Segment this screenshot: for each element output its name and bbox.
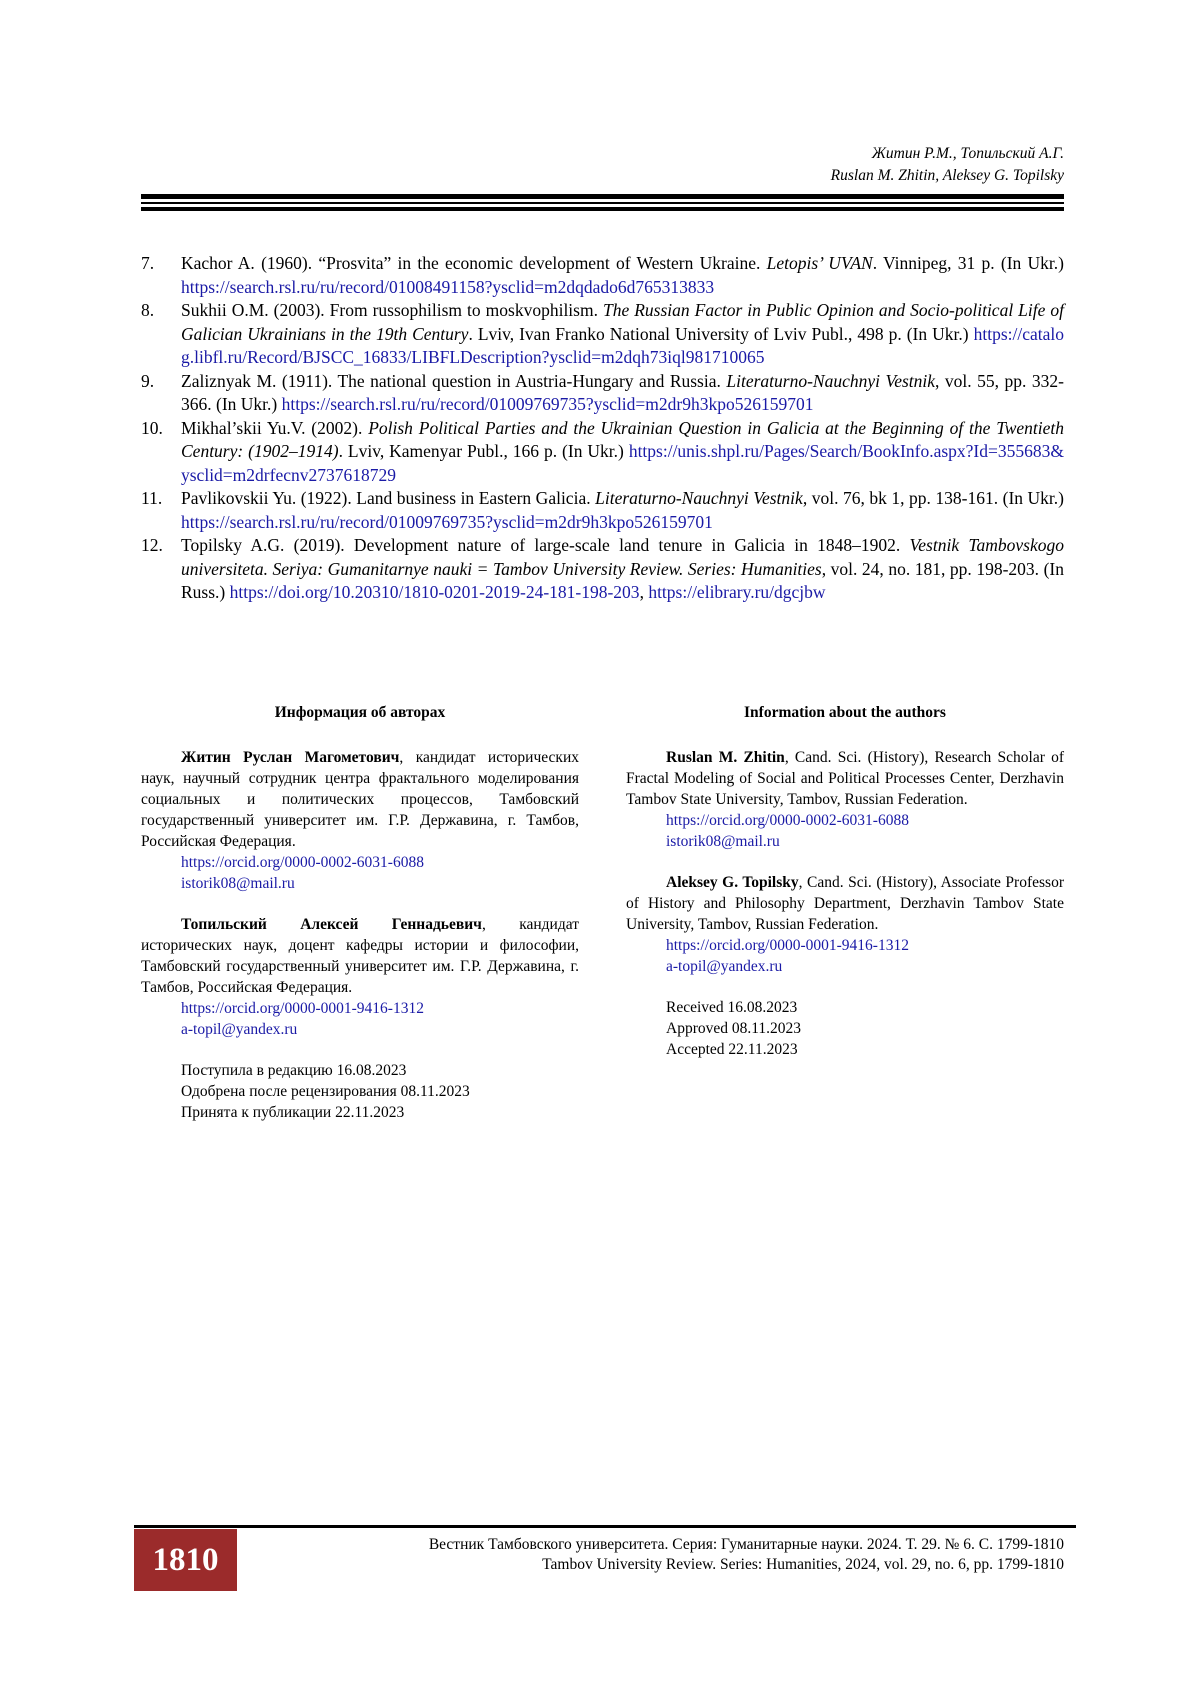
author-desc-text: , кандидат исторических наук, доцент кафедры истории и философии, Тамбовский государственный университет им. Г.Р. Державина, г. Тамбов, Российская Федерация. <box>141 916 579 996</box>
author-desc-text: , кандидат исторических наук, научный сотрудник центра фрактального моделирования социальных и политических процессов, Тамбовский государственный университет им. Г.Р. Державина, г. Тамбов, Российская Федерация. <box>141 749 579 850</box>
author-name: Ruslan M. Zhitin <box>666 749 785 766</box>
reference-text: Mikhal’skii Yu.V. (2002). <box>181 417 369 438</box>
reference-text: , vol. 55, pp. 332-366. (In Ukr.) <box>181 370 1064 414</box>
reference-link[interactable]: https://doi.org/10.20310/1810-0201-2019-24-181-198-203 <box>229 582 640 602</box>
reference-item <box>141 252 1064 299</box>
article-dates-ru <box>141 1060 579 1123</box>
header-rule-bottom <box>141 207 1064 211</box>
reference-number: 9. <box>141 370 155 391</box>
reference-title: Literaturno-Nauchnyi Vestnik <box>726 370 936 391</box>
orcid-link[interactable]: https://orcid.org/0000-0002-6031-6088 <box>181 854 424 871</box>
author-name: Топильский Алексей Геннадьевич <box>181 916 482 933</box>
author-info-heading-en: Information about the authors <box>744 704 946 721</box>
author-info-ru <box>141 702 579 1123</box>
orcid-link[interactable]: https://orcid.org/0000-0001-9416-1312 <box>666 937 909 954</box>
author-block <box>141 747 579 894</box>
author-block <box>626 872 1064 977</box>
reference-list <box>141 252 1064 605</box>
reference-number: 12. <box>141 535 163 555</box>
reference-item <box>141 299 1064 370</box>
author-name: Житин Руслан Магометович <box>181 749 400 766</box>
reference-text: Kachor A. (1960). “Prosvita” in the economic development of Western Ukraine. <box>181 253 767 273</box>
reference-number: 7. <box>141 253 155 273</box>
author-description <box>626 747 1064 810</box>
reference-link[interactable]: https://unis.shpl.ru/Pages/Search/BookInfo.aspx?Id=355683&ysclid=m2drfecnv2737618729 <box>181 441 1064 485</box>
reference-title: Polish Political Parties and the Ukrainian Question in Galicia at the Beginning of the Twentieth Century: (1902–1914) <box>181 417 1064 461</box>
date-received: Поступила в редакцию 16.08.2023 <box>181 1062 407 1079</box>
reference-item <box>141 534 1064 605</box>
reference-title: Letopis’ UVAN <box>766 253 873 273</box>
reference-link[interactable]: https://search.rsl.ru/ru/record/01009769735?ysclid=m2dr9h3kpo526159701 <box>181 511 713 532</box>
email-link[interactable]: a-topil@yandex.ru <box>666 958 783 975</box>
reference-link[interactable]: https://search.rsl.ru/ru/record/01009769735?ysclid=m2dr9h3kpo526159701 <box>281 394 814 414</box>
footer-citation-ru: Вестник Тамбовского университета. Серия: Гуманитарные науки. 2024. Т. 29. № 6. С. 1799-1810 <box>428 1536 1064 1553</box>
orcid-link[interactable]: https://orcid.org/0000-0002-6031-6088 <box>666 812 909 829</box>
reference-title: The Russian Factor in Public Opinion and Socio-political Life of Galician Ukrainians in the 19th Century <box>181 300 1065 344</box>
author-desc-text: , Cand. Sci. (History), Associate Professor of History and Philosophy Department, Derzhavin Tambov State University, Tambov, Russian Federation. <box>626 874 1064 933</box>
reference-text: . Lviv, Kamenyar Publ., 166 p. (In Ukr.) <box>338 441 629 461</box>
author-block <box>141 914 579 1040</box>
header-rule-thick <box>141 194 1064 199</box>
date-received: Received 16.08.2023 <box>666 999 798 1016</box>
reference-text: , vol. 76, bk 1, pp. 138-161. (In Ukr.) <box>802 488 1064 508</box>
footer-citation-en: Tambov University Review. Series: Humanities, 2024, vol. 29, no. 6, pp. 1799-1810 <box>542 1556 1064 1573</box>
reference-number: 10. <box>141 417 163 438</box>
reference-title: Literaturno-Nauchnyi Vestnik <box>595 488 803 508</box>
author-info-heading-ru: Информация об авторах <box>274 704 446 721</box>
author-desc-text: , Cand. Sci. (History), Research Scholar of Fractal Modeling of Social and Political Processes Center, Derzhavin Tambov State University, Tambov, Russian Federation. <box>626 749 1064 808</box>
reference-text: , <box>639 582 649 602</box>
reference-text: Topilsky A.G. (2019). Development nature of large-scale land tenure in Galicia in 1848–1902. <box>181 535 910 555</box>
reference-text: Sukhii O.M. (2003). From russophilism to moskvophilism. <box>181 300 603 320</box>
reference-text: . Vinnipeg, 31 p. (In Ukr.) <box>872 253 1064 273</box>
reference-link-2[interactable]: https://elibrary.ru/dgcjbw <box>648 582 826 602</box>
author-name: Aleksey G. Topilsky <box>666 874 799 891</box>
reference-text: Pavlikovskii Yu. (1922). Land business in Eastern Galicia. <box>181 488 596 508</box>
reference-number: 11. <box>141 488 163 508</box>
reference-item <box>141 487 1064 534</box>
date-approved: Approved 08.11.2023 <box>666 1020 802 1037</box>
author-description <box>141 747 579 852</box>
orcid-link[interactable]: https://orcid.org/0000-0001-9416-1312 <box>181 1000 424 1017</box>
author-description <box>626 872 1064 935</box>
author-description <box>141 914 579 998</box>
email-link[interactable]: istorik08@mail.ru <box>181 875 295 892</box>
reference-item <box>141 370 1064 417</box>
running-header <box>831 143 1064 187</box>
header-rule-thin <box>141 202 1064 204</box>
header-authors-en: Ruslan M. Zhitin, Aleksey G. Topilsky <box>830 167 1064 184</box>
journal-footer <box>429 1535 1064 1575</box>
reference-text: , vol. 24, no. 181, pp. 198-203. (In Russ.) <box>181 558 1064 602</box>
reference-text: . Lviv, Ivan Franko National University of Lviv Publ., 498 p. (In Ukr.) <box>468 323 974 344</box>
email-link[interactable]: istorik08@mail.ru <box>666 833 780 850</box>
reference-item <box>141 417 1064 488</box>
footer-rule <box>134 1525 1076 1528</box>
reference-number: 8. <box>141 300 155 320</box>
reference-text: Zaliznyak M. (1911). The national question in Austria-Hungary and Russia. <box>181 370 727 391</box>
header-authors-ru: Житин Р.М., Топильский А.Г. <box>871 145 1064 162</box>
email-link[interactable]: a-topil@yandex.ru <box>181 1021 298 1038</box>
reference-title: Vestnik Tambovskogo universiteta. Seriya: Gumanitarnye nauki = Tambov University Review. Series: Humanities <box>181 535 1064 579</box>
reference-link[interactable]: https://search.rsl.ru/ru/record/01008491158?ysclid=m2dqdado6d765313833 <box>181 276 715 297</box>
article-dates-en <box>626 997 1064 1060</box>
date-accepted: Принята к публикации 22.11.2023 <box>181 1104 405 1121</box>
author-block <box>626 747 1064 852</box>
date-accepted: Accepted 22.11.2023 <box>666 1041 798 1058</box>
page-number-badge: 1810 <box>134 1529 237 1591</box>
reference-link[interactable]: https://catalog.libfl.ru/Record/BJSCC_16833/LIBFLDescription?ysclid=m2dqh73iql981710065 <box>181 323 1064 367</box>
date-approved: Одобрена после рецензирования 08.11.2023 <box>181 1083 470 1100</box>
author-info-en <box>626 702 1064 1060</box>
